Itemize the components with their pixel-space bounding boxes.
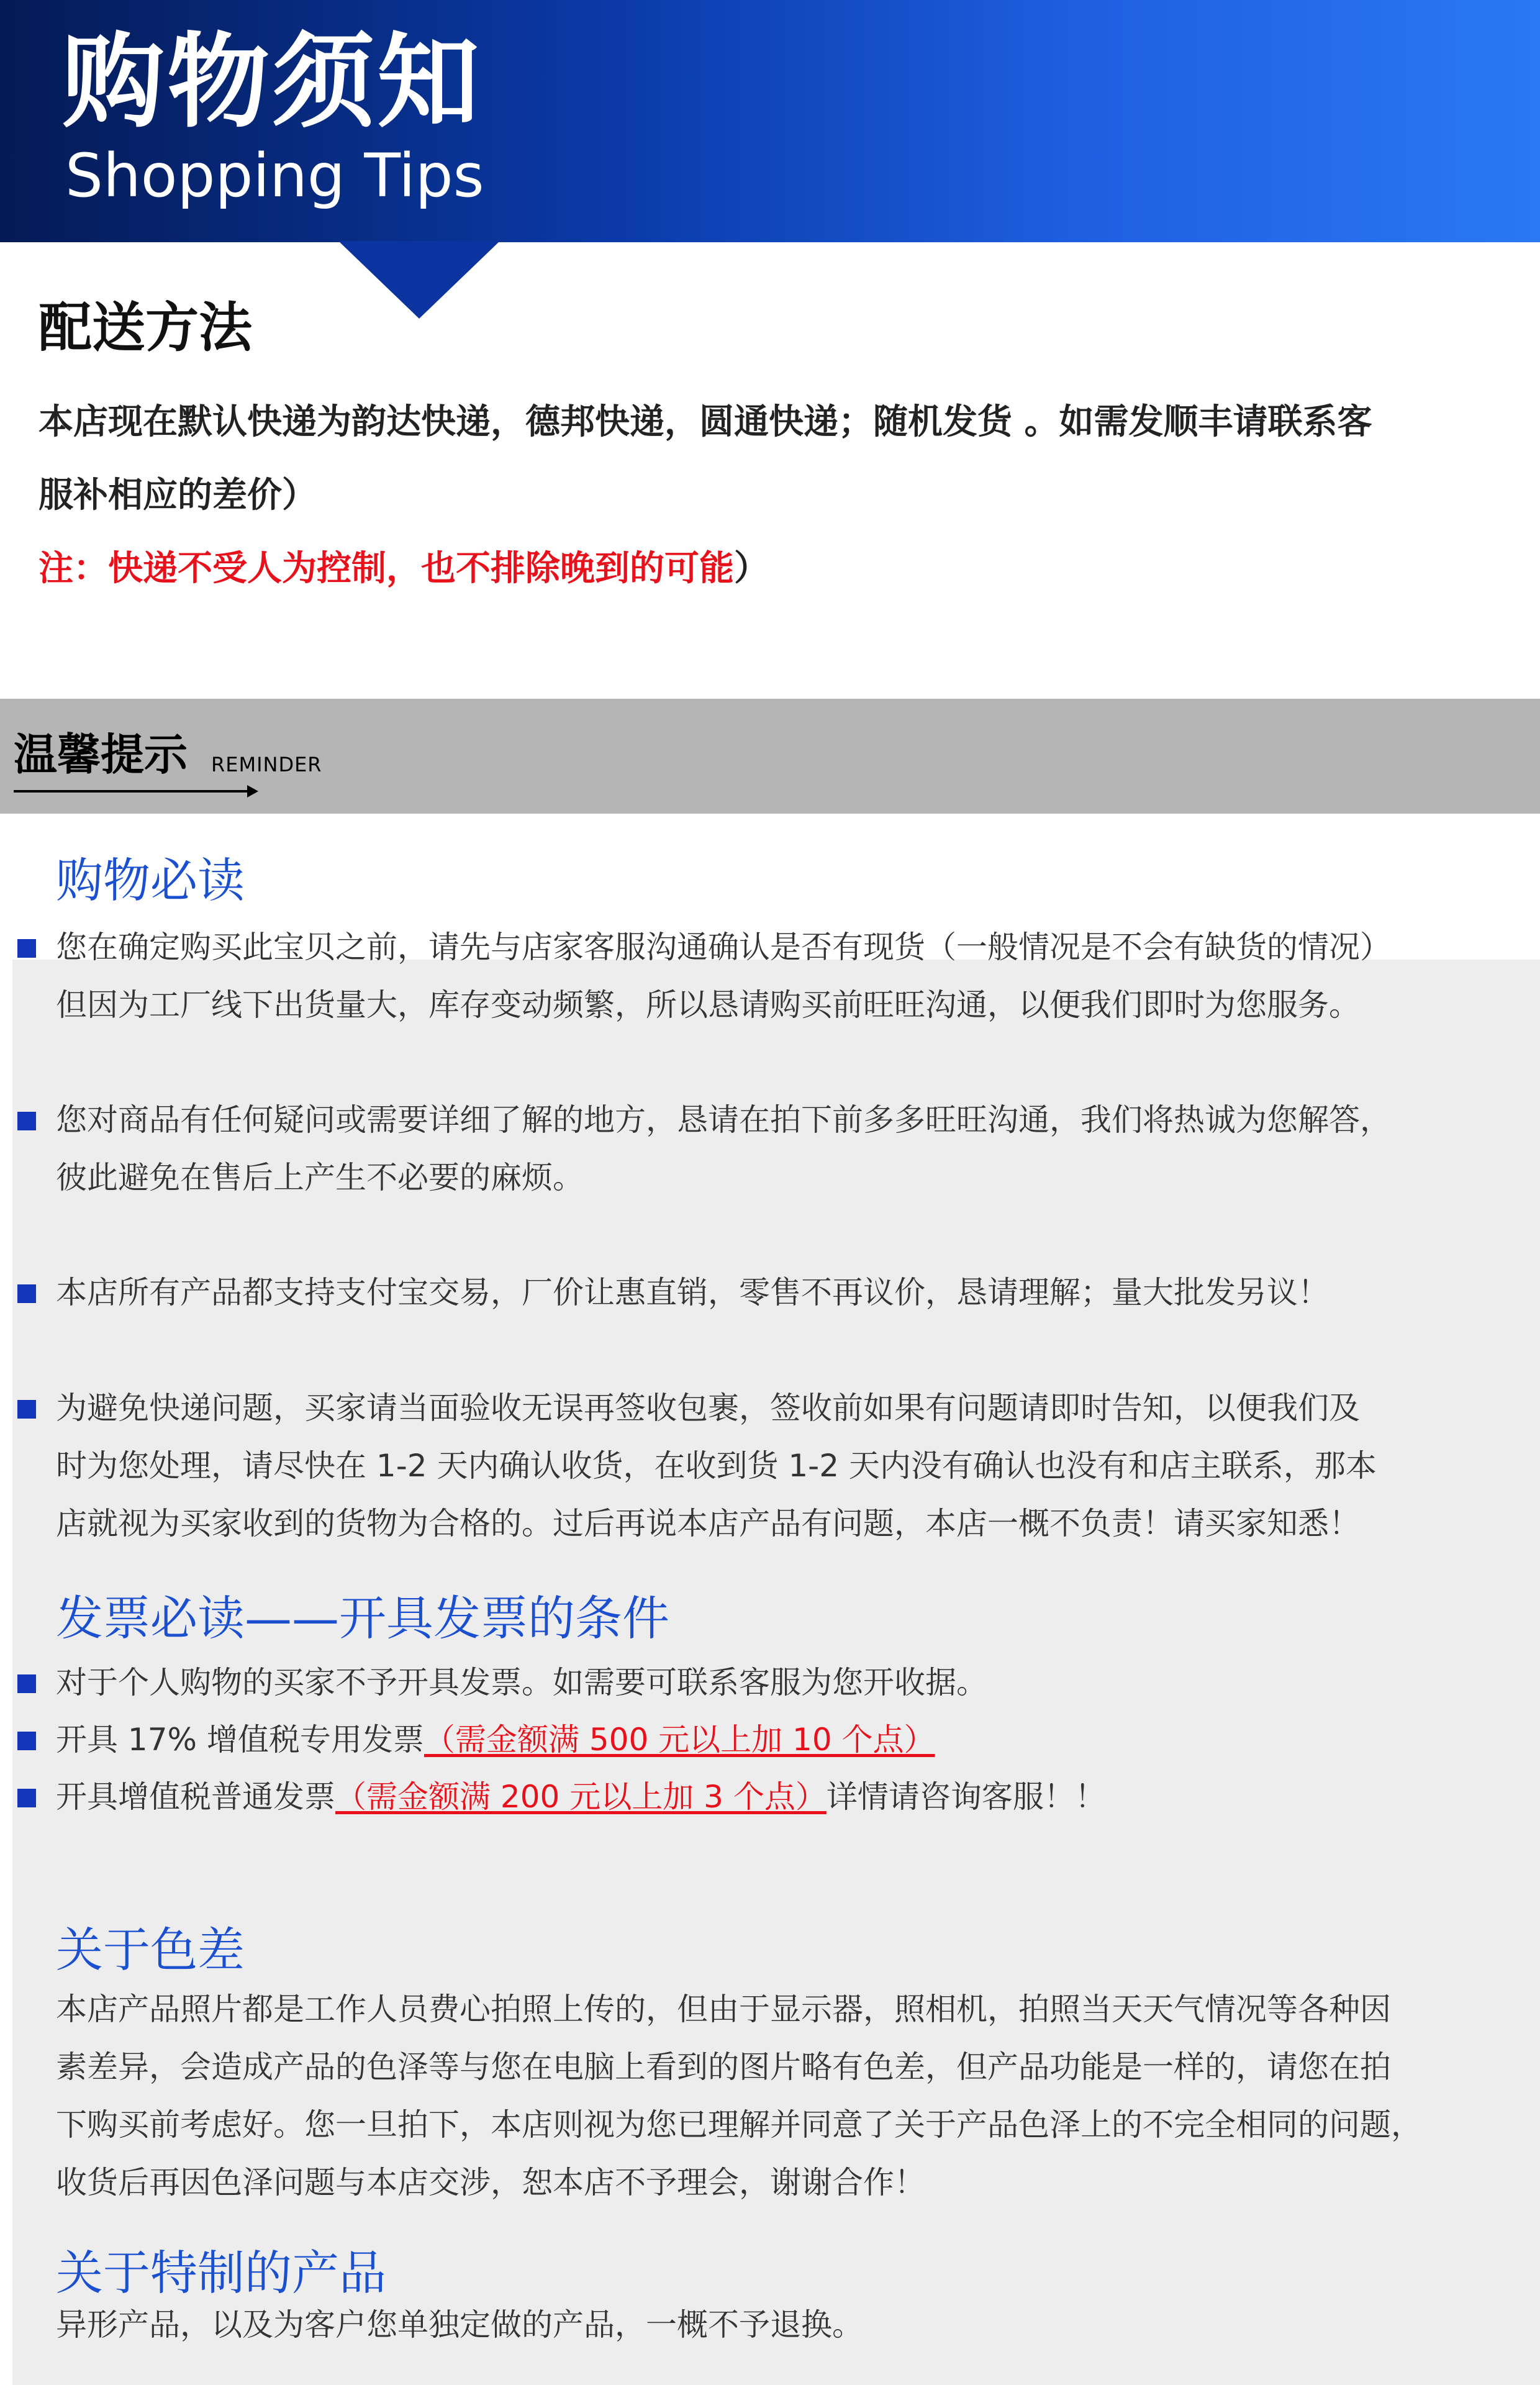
shopping-item-3-line-1: 本店所有产品都支持支付宝交易，厂价让惠直销，零售不再议价，恳请理解；量大批发另议！: [56, 1274, 1329, 1311]
custom-line: 异形产品，以及为客户您单独定做的产品，一概不予退换。: [56, 2307, 863, 2343]
shopping-item-1-line-2: 但因为工厂线下出货量大，库存变动频繁，所以恳请购买前旺旺沟通，以便我们即时为您服务。: [56, 987, 1360, 1023]
reminder-title-cn: 温馨提示: [14, 729, 188, 780]
delivery-line-1: 本店现在默认快递为韵达快递，德邦快递，圆通快递；随机发货 。如需发顺丰请联系客: [38, 402, 1372, 442]
shopping-item-4-line-2: 时为您处理，请尽快在 1-2 天内确认收货，在收到货 1-2 天内没有确认也没有和店主联系，那本: [56, 1448, 1377, 1484]
bullet-icon: [17, 1674, 36, 1693]
invoice-item-3: [56, 1779, 1106, 1815]
reminder-arrow-icon: [247, 785, 258, 797]
color-line-4: 收货后再因色泽问题与本店交涉，恕本店不予理会，谢谢合作！: [56, 2165, 925, 2201]
shopping-item-2-line-2: 彼此避免在售后上产生不必要的麻烦。: [56, 1160, 584, 1196]
invoice-heading: 发票必读——开具发票的条件: [56, 1591, 669, 1646]
header-title-en: Shopping Tips: [65, 141, 484, 211]
shopping-item-4-line-1: 为避免快递问题，买家请当面验收无误再签收包裹，签收前如果有问题请即时告知，以便我们及: [56, 1390, 1360, 1426]
shopping-item-1-line-1: 您在确定购买此宝贝之前，请先与店家客服沟通确认是否有现货（一般情况是不会有缺货的情况）: [56, 929, 1391, 965]
reminder-title-en: REMINDER: [211, 753, 322, 776]
invoice-item-3-tail: 详情请咨询客服！！: [826, 1779, 1106, 1815]
delivery-title: 配送方法: [38, 297, 252, 359]
invoice-item-3-text: 开具增值税普通发票: [56, 1779, 335, 1815]
header-pointer-arrow: [338, 241, 500, 319]
color-line-2: 素差异，会造成产品的色泽等与您在电脑上看到的图片略有色差，但产品功能是一样的，请您在拍: [56, 2049, 1391, 2085]
bullet-icon: [17, 1112, 36, 1130]
header-title-cn: 购物须知: [62, 22, 482, 142]
delivery-line-2: 服补相应的差价）: [38, 475, 317, 516]
bullet-icon: [17, 1400, 36, 1419]
invoice-item-3-highlight: （需金额满 200 元以上加 3 个点）: [335, 1779, 827, 1815]
bullet-icon: [17, 1284, 36, 1303]
invoice-item-2-highlight: （需金额满 500 元以上加 10 个点）: [424, 1722, 935, 1758]
bullet-icon: [17, 939, 36, 958]
color-line-3: 下购买前考虑好。您一旦拍下，本店则视为您已理解并同意了关于产品色泽上的不完全相同的问题，: [56, 2107, 1422, 2143]
delivery-note-text: 注：快递不受人为控制，也不排除晚到的可能: [38, 548, 734, 589]
bullet-icon: [17, 1789, 36, 1807]
reminder-underline: [14, 790, 250, 793]
invoice-item-1: 对于个人购物的买家不予开具发票。如需要可联系客服为您开收据。: [56, 1665, 987, 1701]
color-line-1: 本店产品照片都是工作人员费心拍照上传的，但由于显示器，照相机，拍照当天天气情况等各种因: [56, 1991, 1391, 2027]
invoice-item-2: [56, 1722, 935, 1758]
shopping-item-2-line-1: 您对商品有任何疑问或需要详细了解的地方，恳请在拍下前多多旺旺沟通，我们将热诚为您解答，: [56, 1102, 1391, 1138]
shopping-item-4-line-3: 店就视为买家收到的货物为合格的。过后再说本店产品有问题，本店一概不负责！请买家知悉！: [56, 1506, 1360, 1542]
invoice-item-2-text: 开具 17% 增值税专用发票: [56, 1722, 424, 1758]
color-heading: 关于色差: [56, 1922, 245, 1978]
bullet-icon: [17, 1732, 36, 1750]
shopping-heading: 购物必读: [56, 853, 245, 908]
delivery-note-tail: ）: [734, 548, 769, 589]
delivery-note: [38, 548, 769, 589]
custom-heading: 关于特制的产品: [56, 2245, 386, 2301]
